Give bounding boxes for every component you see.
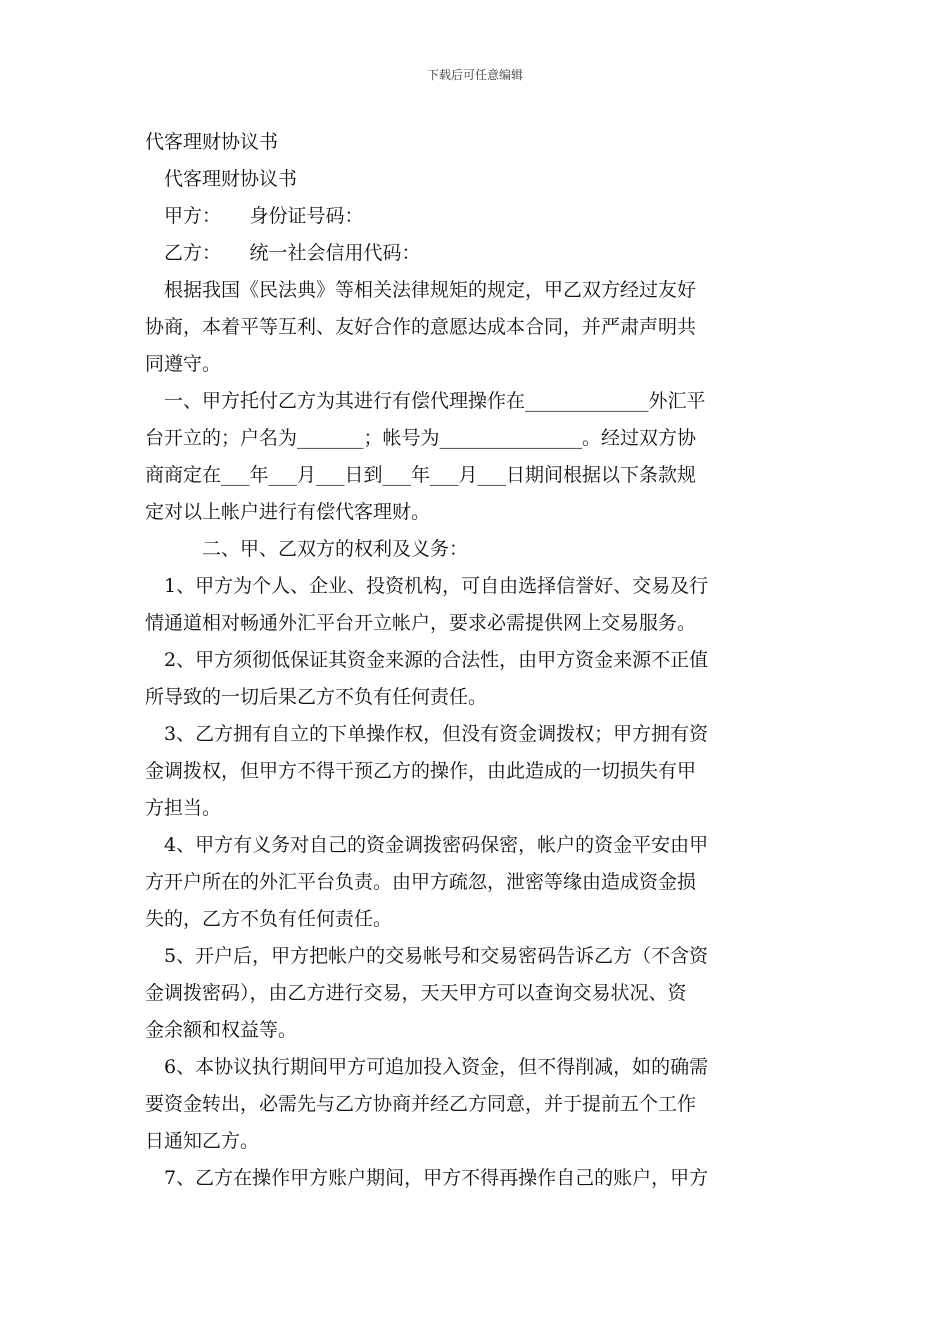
party-a-line: 甲方： 身份证号码：	[145, 205, 364, 227]
text-line: 情通道相对畅通外汇平台开立帐户，要求必需提供网上交易服务。	[145, 612, 697, 634]
text-line: 商商定在___年___月___日到___年___月___日期间根据以下条款规	[145, 464, 697, 486]
text-line: 金余额和权益等。	[145, 1019, 298, 1041]
text-line: 方开户所在的外汇平台负责。由甲方疏忽，泄密等缘由造成资金损	[145, 871, 697, 893]
text-line: 台开立的；户名为_______；帐号为_______________。经过双方协	[145, 427, 697, 449]
text-line: 6、本协议执行期间甲方可追加投入资金，但不得削减，如的确需	[145, 1056, 709, 1078]
party-b-line: 乙方： 统一社会信用代码：	[145, 242, 421, 264]
doc-subtitle: 代客理财协议书	[145, 168, 298, 190]
text-line: 根据我国《民法典》等相关法律规矩的规定，甲乙双方经过友好	[145, 279, 697, 301]
text-line: 失的，乙方不负有任何责任。	[145, 908, 393, 930]
text-line: 要资金转出，必需先与乙方协商并经乙方同意，并于提前五个工作	[145, 1093, 697, 1115]
text-line: 金调拨密码），由乙方进行交易，天天甲方可以查询交易状况、资	[145, 982, 687, 1004]
text-line: 方担当。	[145, 797, 222, 819]
text-line: 5、开户后，甲方把帐户的交易帐号和交易密码告诉乙方（不含资	[145, 945, 709, 967]
document-body	[145, 124, 807, 1197]
text-line: 7、乙方在操作甲方账户期间，甲方不得再操作自己的账户，甲方	[145, 1167, 709, 1189]
text-line: 日通知乙方。	[145, 1130, 260, 1152]
text-line: 2、甲方须彻低保证其资金来源的合法性，由甲方资金来源不正值	[145, 649, 709, 671]
text-line: 定对以上帐户进行有偿代客理财。	[145, 501, 431, 523]
text-line: 一、甲方托付乙方为其进行有偿代理操作在_____________外汇平	[145, 390, 706, 412]
page-header: 下载后可任意编辑	[426, 68, 523, 82]
text-line: 4、甲方有义务对自己的资金调拨密码保密，帐户的资金平安由甲	[145, 834, 709, 856]
text-line: 金调拨权，但甲方不得干预乙方的操作，由此造成的一切损失有甲	[145, 760, 697, 782]
text-line: 所导致的一切后果乙方不负有任何责任。	[145, 686, 488, 708]
text-line: 1、甲方为个人、企业、投资机构，可自由选择信誉好、交易及行	[145, 575, 709, 597]
section-heading: 二、甲、乙双方的权利及义务：	[145, 538, 469, 560]
text-line: 协商，本着平等互利、友好合作的意愿达成本合同，并严肃声明共	[145, 316, 697, 338]
text-line: 同遵守。	[145, 353, 222, 375]
text-line: 3、乙方拥有自立的下单操作权，但没有资金调拨权；甲方拥有资	[145, 723, 709, 745]
doc-title: 代客理财协议书	[145, 131, 279, 153]
